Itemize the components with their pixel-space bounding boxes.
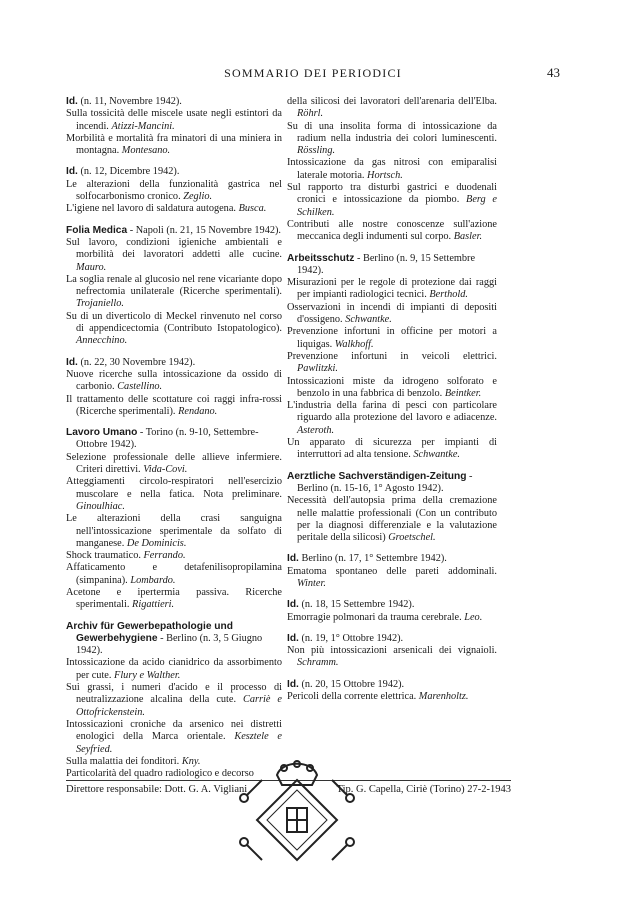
article-author: Montesano. xyxy=(121,145,171,157)
article-entry xyxy=(287,302,497,327)
periodical-title: Id. xyxy=(66,96,78,107)
periodical-heading xyxy=(287,633,497,645)
article-author: Ferrando. xyxy=(143,550,186,562)
article-title: Misurazioni per le regole di protezione dai raggi per impianti radiologici tecnici. xyxy=(287,277,497,301)
article-author: Rendano. xyxy=(178,405,218,417)
page-number: 43 xyxy=(547,65,560,80)
article-entry xyxy=(287,351,497,376)
periodical-heading xyxy=(66,225,282,237)
article-title: Un apparato di sicurezza per impianti di interruttori ad alta tensione. xyxy=(287,437,497,461)
periodical-details: - Berlino (n. 15-16, 1° Agosto 1942). xyxy=(297,470,473,494)
article-title: Sul lavoro, condizioni igieniche ambientali e morbilità dei lavoratori addetti alle cucine. xyxy=(66,236,282,261)
periodical-details: (n. 11, Novembre 1942). xyxy=(77,96,182,107)
periodical-title: Archiv für Gewerbepathologie und Gewerbehygiene xyxy=(66,620,233,644)
periodical-heading xyxy=(287,553,497,565)
library-stamp xyxy=(222,740,372,890)
article-author: Berg e Schilken. xyxy=(297,194,497,218)
periodical-section xyxy=(287,599,497,624)
article-author: Castellino. xyxy=(117,381,163,393)
periodical-title: Id. xyxy=(66,356,78,368)
article-author: Schramm. xyxy=(297,657,339,669)
article-author: Leo. xyxy=(464,611,483,623)
article-author: De Dominicis. xyxy=(126,537,187,549)
article-title: Prevenzione infortuni in officine per motori a liquigas. xyxy=(287,326,497,350)
article-title: Intossicazioni croniche da arsenico nei distretti enologici della Marca orientale. xyxy=(66,718,282,743)
article-entry xyxy=(66,108,282,133)
article-title: Affaticamento e detafenilisopropilamina (simpanina). xyxy=(66,562,282,586)
article-title: Prevenzione infortuni in veicoli elettrici. xyxy=(287,350,497,362)
article-entry xyxy=(287,645,497,670)
article-author: Pawlitzki. xyxy=(297,363,338,375)
periodical-section xyxy=(287,633,497,670)
article-entry xyxy=(66,682,282,719)
article-author: Flury e Walther. xyxy=(114,669,181,681)
article-title: Le alterazioni della funzionalità gastrica nel solfocarbonismo cronico. xyxy=(66,178,282,203)
periodical-heading xyxy=(287,471,497,496)
article-author: Rössling. xyxy=(297,145,336,157)
article-entry xyxy=(66,369,282,394)
periodical-title: Id. xyxy=(287,678,299,690)
article-title: Il trattamento delle scottature coi raggi infra-rossi (Ricerche sperimentali). xyxy=(66,393,282,417)
periodical-details: - Berlino (n. 3, 5 Giugno 1942). xyxy=(76,632,263,657)
periodical-title: Id. xyxy=(287,599,299,611)
periodical-section xyxy=(66,357,282,418)
article-title: Intossicazione da acido cianidrico da assorbimento per cute. xyxy=(66,657,282,681)
article-title: L'igiene nel lavoro di saldatura autogena. xyxy=(66,203,239,215)
article-entry xyxy=(287,691,497,703)
periodical-heading xyxy=(287,253,497,278)
article-author: Schwantke. xyxy=(413,449,460,461)
periodical-section xyxy=(66,427,282,611)
article-author: Hortsch. xyxy=(367,169,403,181)
article-entry xyxy=(287,219,497,244)
article-title: della silicosi dei lavoratori dell'arenaria dell'Elba. xyxy=(287,96,497,107)
article-title: Morbilità e mortalità fra minatori di una miniera in montagna. xyxy=(66,132,282,157)
periodical-heading xyxy=(66,621,282,658)
article-title: Atteggiamenti circolo-respiratori nell'esercizio muscolare e nella fatica. Nota preliminare. xyxy=(66,476,282,500)
article-author: Schwantke. xyxy=(345,314,392,326)
article-author: Groetschel. xyxy=(388,532,436,544)
article-title: Intossicazioni miste da idrogeno solforato e benzolo in una fabbrica di benzolo. xyxy=(287,375,497,399)
article-entry xyxy=(287,157,497,182)
article-title: Selezione professionale delle allieve infermiere. Criteri direttivi. xyxy=(66,451,282,476)
periodical-details: (n. 19, 1° Ottobre 1942). xyxy=(298,632,404,644)
periodical-title: Folia Medica xyxy=(66,224,128,236)
article-entry xyxy=(287,277,497,302)
article-title: Le alterazioni della crasi sanguigna nell'intossicazione sperimentale da solfato di manganese. xyxy=(66,513,282,549)
article-author: Annecchino. xyxy=(76,335,128,347)
article-title: Intossicazione da gas nitrosi con emiparalisi laterale motoria. xyxy=(287,157,497,181)
article-author: Trojaniello. xyxy=(76,298,124,310)
article-title: Necessità dell'autopsia prima della cremazione nelle malattie professionali (Con un contributo per la diagnosi differenziale e la valutazione peritale della silicosi) xyxy=(287,495,497,544)
left-column xyxy=(66,96,282,789)
article-author: Mauro. xyxy=(76,261,107,273)
article-author: Röhrl. xyxy=(297,108,324,120)
periodical-details: - Berlino (n. 9, 15 Settembre 1942). xyxy=(297,252,476,276)
article-entry xyxy=(66,203,282,215)
article-author: Atizzi-Mancini. xyxy=(111,120,175,132)
periodical-heading xyxy=(66,96,282,108)
article-title: Shock traumatico. xyxy=(66,550,144,562)
footer-director: Direttore responsabile: Dott. G. A. Vigliani xyxy=(66,784,248,795)
periodical-title: Id. xyxy=(287,553,299,565)
article-entry xyxy=(66,452,282,477)
periodical-heading xyxy=(287,679,497,691)
footer-printer: Tip. G. Capella, Ciriè (Torino) 27-2-1943 xyxy=(336,784,511,795)
periodical-section xyxy=(287,253,497,462)
right-column xyxy=(287,96,497,712)
article-title: Su di una insolita forma di intossicazione da radium nella industria dei colori luminescenti. xyxy=(287,120,497,144)
article-entry xyxy=(66,513,282,550)
article-entry xyxy=(66,133,282,158)
article-entry xyxy=(66,237,282,274)
article-author: Lombardo. xyxy=(130,574,176,586)
article-entry xyxy=(287,326,497,351)
article-title: Nuove ricerche sulla intossicazione da ossido di carbonio. xyxy=(66,368,282,393)
article-title: Sulla tossicità delle miscele usate negli estintori da incendi. xyxy=(66,108,282,132)
article-entry xyxy=(287,495,497,544)
periodical-section xyxy=(287,679,497,704)
periodical-title: Lavoro Umano xyxy=(66,427,138,439)
periodical-section xyxy=(287,553,497,590)
article-entry xyxy=(287,566,497,591)
periodical-heading xyxy=(66,166,282,178)
article-entry xyxy=(287,121,497,158)
article-entry xyxy=(66,476,282,513)
periodical-heading xyxy=(66,357,282,369)
periodical-details: (n. 12, Dicembre 1942). xyxy=(77,166,180,178)
page-title: SOMMARIO DEI PERIODICI xyxy=(224,66,402,80)
periodical-heading xyxy=(66,427,282,452)
article-entry xyxy=(287,376,497,401)
periodical-title: Arbeitsschutz xyxy=(287,252,355,264)
periodical-section xyxy=(66,225,282,348)
article-title: Acetone e ipertermia passiva. Ricerche sperimentali. xyxy=(66,586,282,611)
article-author: Kesztele e Seyfried. xyxy=(76,731,282,755)
periodical-details: Berlino (n. 17, 1° Settembre 1942). xyxy=(298,553,447,565)
running-header xyxy=(66,66,560,86)
article-author: Vida-Covi. xyxy=(143,464,188,476)
periodical-section xyxy=(287,96,497,244)
article-entry xyxy=(287,182,497,219)
article-author: Busca. xyxy=(238,203,267,215)
article-author: Rigattieri. xyxy=(132,599,175,611)
article-entry xyxy=(66,179,282,204)
periodical-heading xyxy=(287,599,497,611)
article-author: Beintker. xyxy=(444,387,482,399)
periodical-section xyxy=(287,471,497,545)
article-title: Sui grassi, i numeri d'acido e il processo di neutralizzazione alcalina della cute. xyxy=(66,682,282,706)
periodical-title: Id. xyxy=(287,632,299,644)
article-entry xyxy=(66,311,282,348)
article-author: Zeglio. xyxy=(183,191,213,203)
article-title: La soglia renale al glucosio nel rene vicariante dopo nefrectomia unilaterale (Ricerche sperimentali). xyxy=(66,273,282,298)
article-author: Asteroth. xyxy=(297,424,335,436)
periodical-details: (n. 20, 15 Ottobre 1942). xyxy=(298,678,405,690)
article-author: Carriè e Ottofrickenstein. xyxy=(76,694,282,718)
article-title: Contributi alle nostre conoscenze sull'azione meccanica degli indumenti sul corpo. xyxy=(287,218,497,243)
article-author: Marenholtz. xyxy=(418,691,469,703)
article-title: Sulla malattia dei fonditori. xyxy=(66,755,182,767)
article-title: Osservazioni in incendi di impianti di depositi d'ossigeno. xyxy=(287,301,497,326)
article-title: Non più intossicazioni arsenicali dei vignaioli. xyxy=(287,645,497,657)
periodical-section xyxy=(66,166,282,215)
periodical-details: - Napoli (n. 21, 15 Novembre 1942). xyxy=(127,224,281,236)
article-title: L'industria della farina di pesci con particolare riguardo alla protezione del lavoro e adiacenze. xyxy=(287,400,497,424)
article-author: Basler. xyxy=(453,231,483,243)
periodical-title: Id. xyxy=(66,166,78,178)
article-title: Su di un diverticolo di Meckel rinvenuto nel corso di appendicectomia (Contributo Istopatologico). xyxy=(66,310,282,335)
article-author: Ginoulhiac. xyxy=(76,500,125,512)
article-author: Kny. xyxy=(181,755,201,767)
article-entry xyxy=(287,400,497,437)
article-entry xyxy=(66,550,282,562)
article-entry xyxy=(287,612,497,624)
article-entry xyxy=(66,587,282,612)
periodical-details: (n. 22, 30 Novembre 1942). xyxy=(77,356,196,368)
article-entry xyxy=(66,274,282,311)
article-entry xyxy=(287,96,497,121)
article-entry xyxy=(66,394,282,419)
periodical-section xyxy=(66,96,282,157)
article-title: Ematoma spontaneo delle pareti addominali. xyxy=(287,565,497,577)
article-entry xyxy=(66,562,282,587)
article-title: Sul rapporto tra disturbi gastrici e duodenali cronici e intossicazione da piombo. xyxy=(287,182,497,206)
article-entry xyxy=(287,437,497,462)
article-title: Emorragie polmonari da trauma cerebrale. xyxy=(287,611,465,623)
article-author: Berthold. xyxy=(429,289,468,301)
article-author: Walkhoff. xyxy=(334,338,374,350)
article-title: Particolarità del quadro radiologico e decorso xyxy=(66,768,254,780)
periodical-title: Aerztliche Sachverständigen-Zeitung xyxy=(287,470,467,482)
article-entry xyxy=(66,657,282,682)
article-title: Pericoli della corrente elettrica. xyxy=(287,691,419,703)
article-author: Winter. xyxy=(297,577,326,589)
periodical-details: (n. 18, 15 Settembre 1942). xyxy=(298,599,415,611)
periodical-details: - Torino (n. 9-10, Settembre-Ottobre 1942). xyxy=(76,427,259,451)
